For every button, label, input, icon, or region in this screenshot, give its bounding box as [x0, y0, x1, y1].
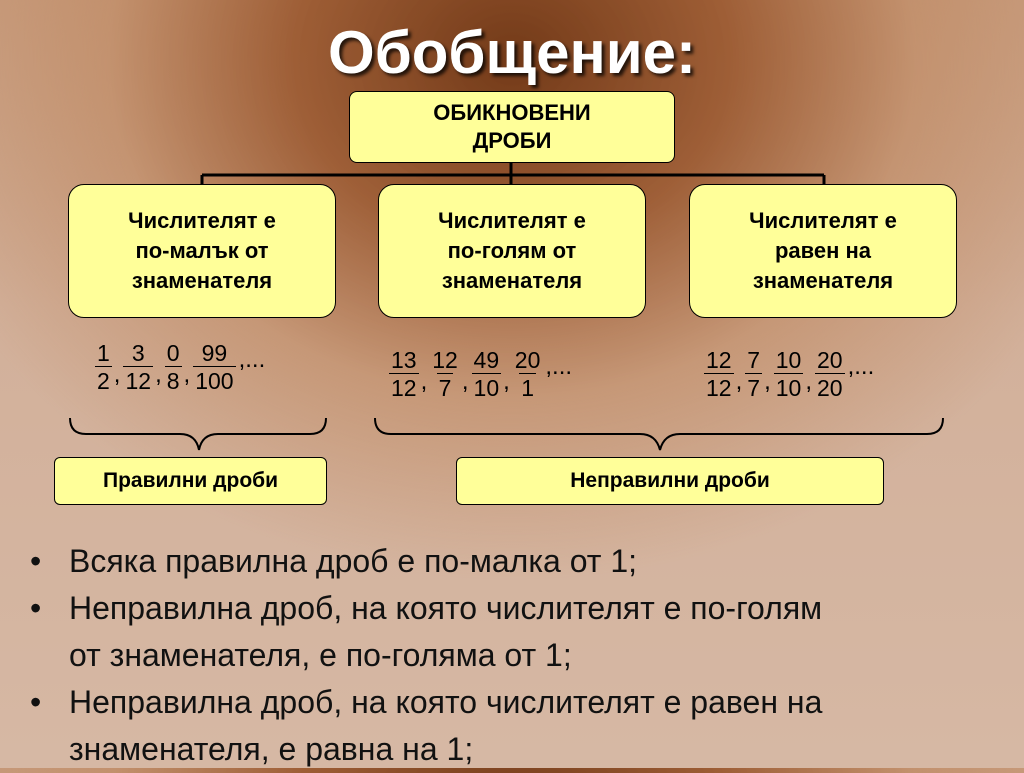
fraction: $\frac{12}{12}$ — [706, 347, 732, 401]
fraction: $\frac{12}{7}$ — [432, 347, 458, 401]
bullet-dot: • — [30, 543, 42, 579]
fraction: $\frac{10}{10}$ — [775, 347, 802, 401]
fraction: $\frac{7}{7}$ — [747, 347, 761, 401]
fraction: $\frac{99}{100}$ — [195, 340, 234, 394]
bullet-item: • Неправилна дроб, на която числителят е равен на знаменателя, е равна на 1; — [22, 679, 1022, 773]
page-title: Обобщение: — [328, 19, 696, 86]
improper-fractions-label: Неправилни дроби — [456, 457, 884, 505]
fraction: $\frac{20}{20}$ — [817, 347, 843, 401]
proper-brace — [70, 418, 326, 450]
improper-brace — [375, 418, 943, 450]
fraction: $\frac{0}{8}$ — [166, 340, 180, 394]
bullet-dot: • — [30, 590, 42, 626]
improper-greater-fraction-examples: $\frac{13}{12}$ , $\frac{12}{7}$ , $\frac{49}{10}$ , $\frac{20}{1}$ ,... — [391, 347, 573, 401]
bullet-dot: • — [30, 684, 42, 720]
summary-bullets — [22, 538, 1022, 773]
proper-fractions-label: Правилни дроби — [54, 457, 327, 505]
bullet-item: • Неправилна дроб, на която числителят е по-голям от знаменателя, е по-голяма от 1; — [22, 585, 1022, 679]
fraction: $\frac{3}{12}$ — [125, 340, 152, 394]
numerator-equal-box: Числителят е равен на знаменателя — [689, 184, 957, 318]
numerator-less-box: Числителят е по-малък от знаменателя — [68, 184, 336, 318]
common-fractions-box: ОБИКНОВЕНИ ДРОБИ — [349, 91, 675, 163]
fraction: $\frac{20}{1}$ — [514, 347, 541, 401]
fraction: $\frac{1}{2}$ — [97, 340, 110, 394]
fraction: $\frac{13}{12}$ — [391, 347, 417, 401]
fraction: $\frac{49}{10}$ — [473, 347, 500, 401]
bullet-item: • Всяка правилна дроб е по-малка от 1; — [22, 538, 1022, 585]
numerator-greater-box: Числителят е по-голям от знаменателя — [378, 184, 646, 318]
proper-fraction-examples: $\frac{1}{2}$ , $\frac{3}{12}$ , $\frac{0}{8}$ , $\frac{99}{100}$ ,... — [97, 340, 266, 394]
improper-equal-fraction-examples: $\frac{12}{12}$ , $\frac{7}{7}$ , $\frac{10}{10}$ , $\frac{20}{20}$ ,... — [706, 347, 875, 401]
